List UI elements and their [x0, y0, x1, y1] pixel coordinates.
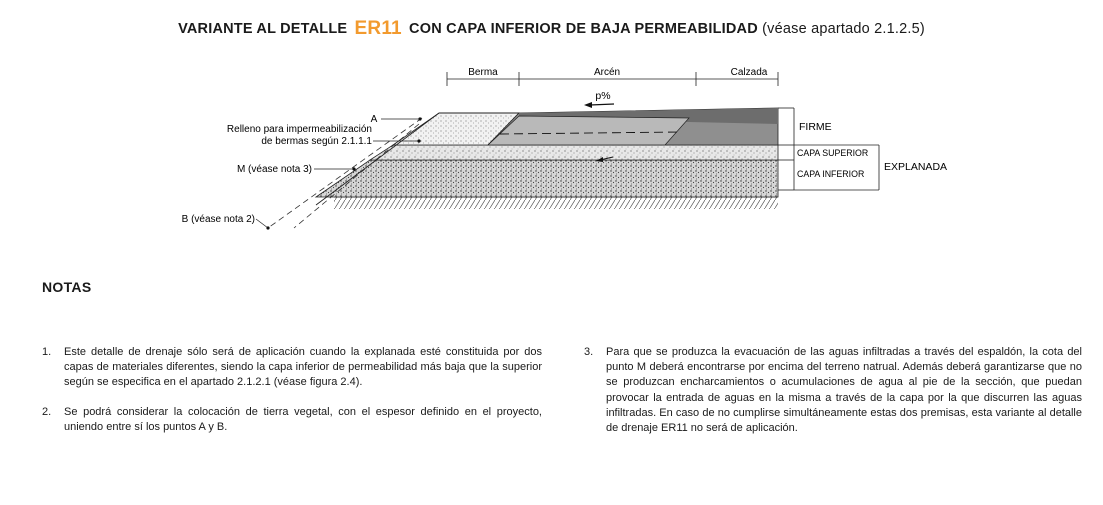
slope-arrow: [584, 102, 614, 108]
point-a: [418, 117, 421, 120]
note-item: [42, 345, 542, 391]
title-code: ER11: [354, 18, 402, 39]
note-item: [42, 405, 542, 435]
label-explanada: EXPLANADA: [884, 161, 948, 173]
layer-capa-superior: [370, 145, 778, 160]
label-relleno-line2: de bermas según 2.1.1.1: [261, 136, 372, 147]
note-number: 3.: [584, 346, 594, 358]
note-item: [584, 345, 1082, 436]
note-number: 1.: [42, 346, 52, 358]
layer-capa-inferior: [316, 160, 778, 197]
label-relleno-line1: Relleno para impermeabilización: [226, 124, 372, 135]
note-number: 2.: [42, 406, 52, 418]
title-prefix: VARIANTE AL DETALLE: [178, 21, 348, 37]
title-main: CON CAPA INFERIOR DE BAJA PERMEABILIDAD: [409, 21, 758, 37]
note-text: Se podrá considerar la colocación de tierra vegetal, con el espesor definido en el proyecto, uniendo entre sí los puntos A y B.: [64, 406, 542, 434]
label-arcen: Arcén: [593, 67, 621, 78]
slope-label: p%: [595, 90, 611, 102]
label-m: M (véase nota 3): [236, 164, 312, 175]
point-relleno: [417, 139, 420, 142]
title-reference: (véase apartado 2.1.2.5): [762, 21, 925, 37]
note-text: Este detalle de drenaje sólo será de aplicación cuando la explanada esté constituida por dos capas de materiales diferentes, siendo la capa inferior de permeabilidad más baja que la superior según se especifica en el apartado 2.1.2.1 (véase figura 2.4).: [64, 346, 542, 389]
label-calzada: Calzada: [730, 67, 768, 78]
label-a: A: [370, 114, 378, 125]
point-b: [266, 226, 269, 229]
note-text: Para que se produzca la evacuación de las aguas infiltradas a través del espaldón, la cota del punto M deberá encontrarse por encima del terreno natrual. Además deberá garantizarse que no se produzcan encharcamientos o acumulaciones de agua al pie de la sección, que puedan provocar la entrada de aguas en la misma a través de la capa por la que discurren las aguas infiltradas. En caso de no cumplirse simultáneamente estas dos premisas, esta variante al detalle de drenaje ER11 no será de aplicación.: [606, 346, 1082, 435]
label-firme: FIRME: [799, 121, 832, 133]
label-berma: Berma: [468, 67, 498, 78]
label-b: B (véase nota 2): [181, 214, 255, 225]
point-m: [352, 167, 355, 170]
notes-heading: NOTAS: [42, 279, 92, 295]
ground-hatch: [334, 197, 778, 209]
label-capa-inferior: CAPA INFERIOR: [797, 169, 865, 179]
leader-b: [256, 219, 268, 228]
layer-base: [488, 116, 689, 145]
label-capa-superior: CAPA SUPERIOR: [797, 148, 869, 158]
